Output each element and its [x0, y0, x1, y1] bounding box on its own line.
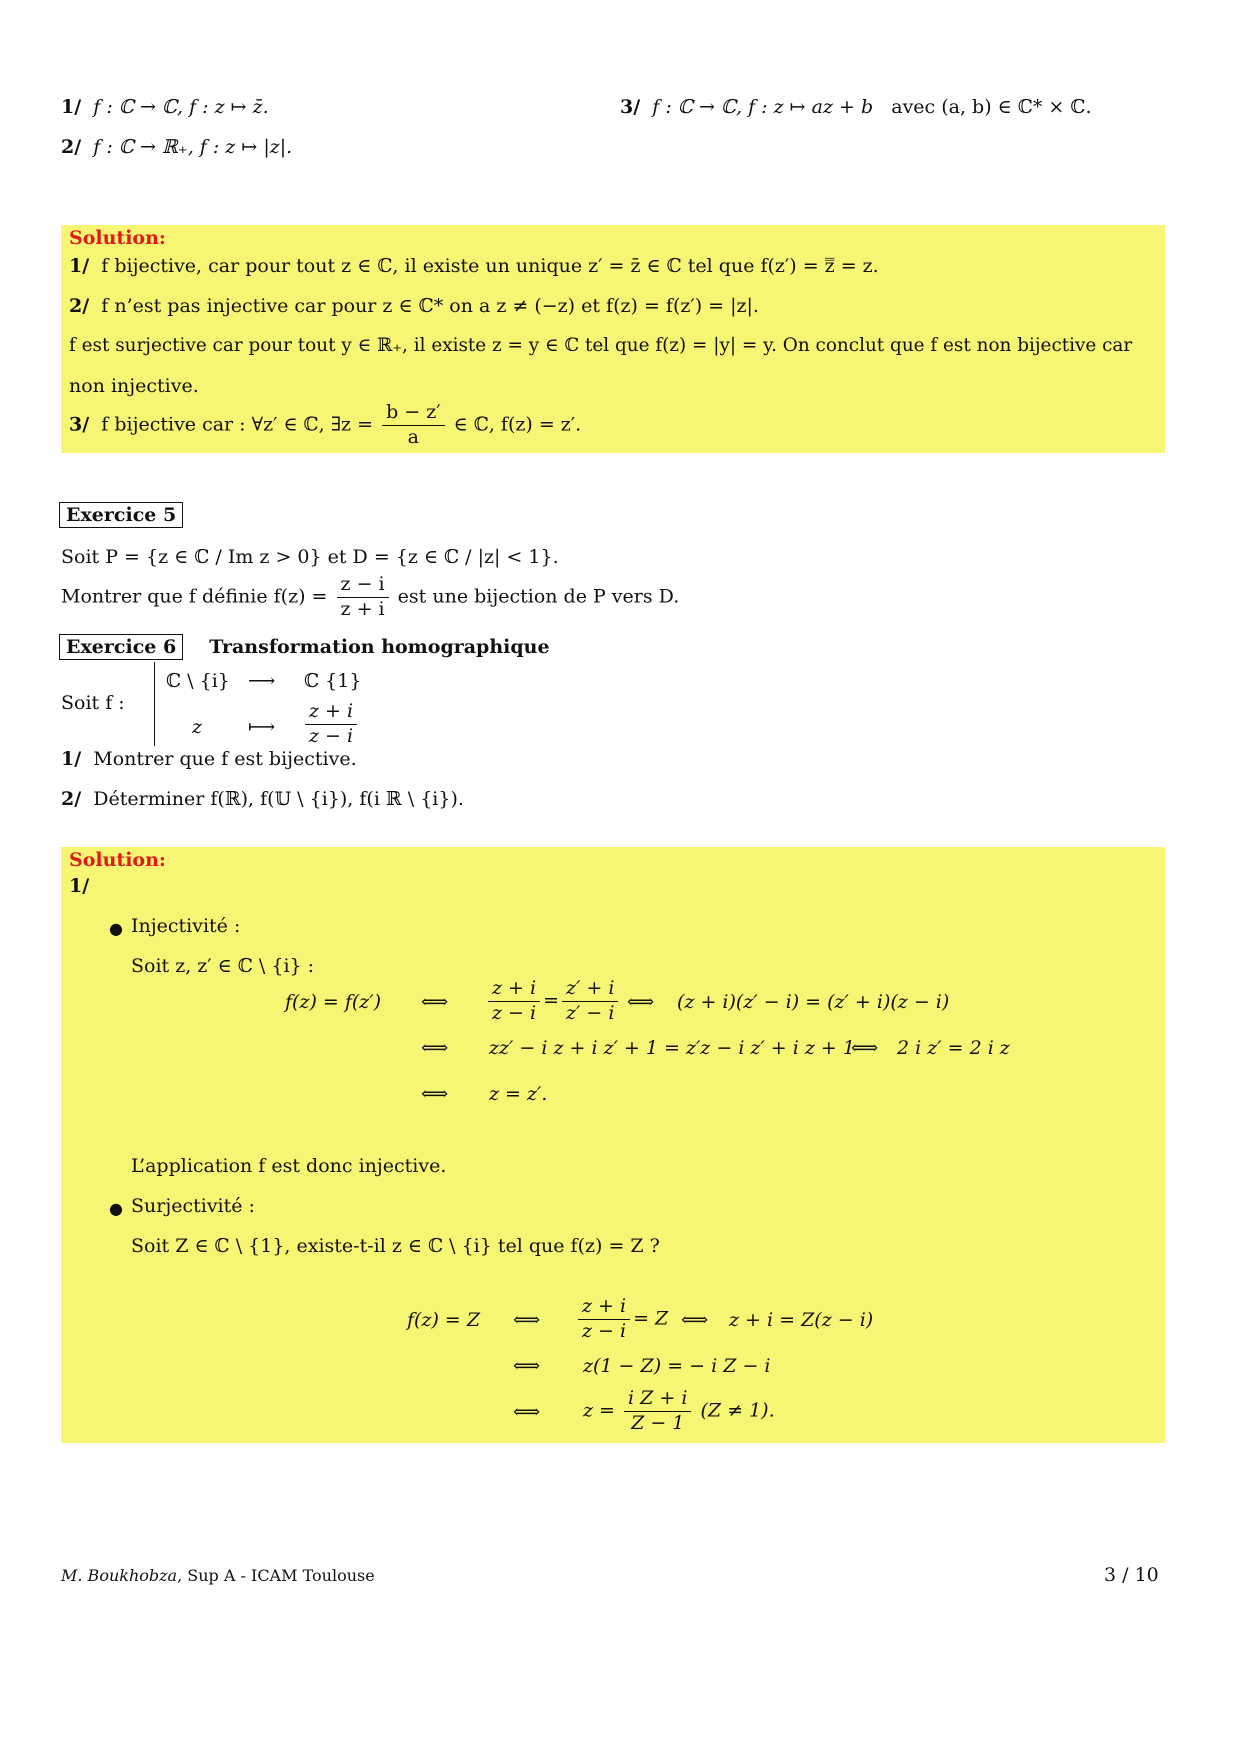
s-eq1-rhs: z + i = Z(z − i) [729, 1309, 874, 1331]
solution-box-2 [61, 847, 1165, 1443]
surjectivity-label: Surjectivité : [131, 1195, 255, 1217]
map-to-arrow: ⟼ [248, 716, 276, 738]
solution1-line-1: 1/ f bijective, car pour tout z ∈ ℂ, il existe un unique z′ = z̄ ∈ ℂ tel que f(z′) = z̿ = z. [69, 255, 879, 277]
eq1-rhs: (z + i)(z′ − i) = (z′ + i)(z − i) [677, 991, 950, 1013]
exercise-6-header [59, 634, 550, 660]
iff-symbol: ⟺ [513, 1355, 541, 1377]
iff-symbol: ⟺ [421, 1083, 449, 1105]
iff-symbol: ⟺ [627, 991, 655, 1013]
injectivity-soit: Soit z, z′ ∈ ℂ \ {i} : [131, 955, 315, 977]
solution1-line-2: 2/ f n’est pas injective car pour z ∈ ℂ* on a z ≠ (−z) et f(z) = f(z′) = |z|. [69, 295, 759, 317]
item-3: 3/ f : ℂ → ℂ, f : z ↦ az + b avec (a, b) ∈ ℂ* × ℂ. [620, 96, 1092, 118]
exercise-6-label: Exercice 6 [59, 634, 183, 660]
iff-symbol: ⟺ [681, 1309, 709, 1331]
exercise-5-line-2: Montrer que f définie f(z) = $\frac{z - i}{z + i}$ est une bijection de P vers D. [61, 573, 680, 620]
solution2-part: 1/ [69, 875, 90, 897]
map-codomain: ℂ {1} [304, 670, 362, 692]
fraction: $\frac{\text{i Z + i}}{Z - 1}$ [624, 1387, 691, 1436]
solution-title: Solution: [69, 227, 166, 249]
footer-page-number: 3 / 10 [1104, 1564, 1159, 1586]
fraction: $\frac{z' + i}{z' - i}$ [562, 977, 618, 1026]
iff-symbol: ⟺ [851, 1037, 879, 1059]
s-eq2: z(1 − Z) = − i Z − i [583, 1355, 771, 1377]
solution1-line-3: f est surjective car pour tout y ∈ ℝ₊, il existe z = y ∈ ℂ tel que f(z) = |y| = y. On conclut que f est non bijective car [69, 335, 1133, 356]
map-domain: ℂ \ {i} [166, 670, 230, 692]
eq1-fractions: $\frac{z + i}{z - i}$ = $\frac{z' + i}{z' - i}$ [485, 977, 621, 1026]
item-2: 2/ f : ℂ → ℝ₊, f : z ↦ |z|. [61, 136, 293, 158]
fraction: $\frac{z + i}{z - i}$ [488, 977, 540, 1026]
iff-symbol: ⟺ [421, 1037, 449, 1059]
iff-symbol: ⟺ [513, 1401, 541, 1423]
footer-author: M. Boukhobza, Sup A - ICAM Toulouse [61, 1566, 375, 1585]
bullet-icon: ● [109, 1199, 123, 1218]
solution-box-1 [61, 225, 1165, 453]
eq2-rhs: 2 i z′ = 2 i z [897, 1037, 1010, 1059]
exercise-6-q2: 2/ Déterminer f(ℝ), f(𝕌 \ {i}), f(i ℝ \ {i}). [61, 788, 464, 810]
item-1: 1/ f : ℂ → ℂ, f : z ↦ z̄. [61, 96, 269, 118]
injectivity-conclusion: L’application f est donc injective. [131, 1155, 447, 1177]
map-image [302, 700, 360, 749]
map-arrow: ⟶ [248, 670, 276, 692]
s-eq3: z = $\frac{\text{i Z + i}}{Z - 1}$ (Z ≠ 1). [583, 1387, 775, 1434]
eq3: z = z′. [489, 1083, 548, 1105]
fraction: $\frac{z + i}{z - i}$ [578, 1295, 630, 1344]
bullet-icon: ● [109, 919, 123, 938]
exercise-5-label: Exercice 5 [59, 502, 183, 528]
exercise-5-header [59, 502, 183, 528]
solution-title: Solution: [69, 849, 166, 871]
exercise-6-q1: 1/ Montrer que f est bijective. [61, 748, 357, 770]
solution1-line-4: non injective. [69, 375, 199, 397]
solution1-line-5: 3/ f bijective car : ∀z′ ∈ ℂ, ∃z = $\frac{b - z'}{a}$ ∈ ℂ, f(z) = z′. [69, 401, 582, 448]
map-variable: z [192, 716, 203, 738]
exercise-6-subtitle: Transformation homographique [209, 636, 550, 658]
exercise-5-line-1: Soit P = {z ∈ ℂ / Im z > 0} et D = {z ∈ ℂ / |z| < 1}. [61, 546, 559, 568]
s-eq1-lhs: f(z) = Z [407, 1309, 481, 1331]
surjectivity-soit: Soit Z ∈ ℂ \ {1}, existe-t-il z ∈ ℂ \ {i} tel que f(z) = Z ? [131, 1235, 660, 1257]
map-soit: Soit f : [61, 692, 125, 714]
iff-symbol: ⟺ [421, 991, 449, 1013]
injectivity-label: Injectivité : [131, 915, 241, 937]
eq1-lhs: f(z) = f(z′) [285, 991, 382, 1013]
map-bar [154, 662, 155, 746]
iff-symbol: ⟺ [513, 1309, 541, 1331]
fraction: $\frac{b - z'}{a}$ [382, 401, 445, 450]
fraction: $\frac{z - i}{z + i}$ [337, 573, 389, 622]
fraction: $\frac{z + i}{z - i}$ [305, 700, 357, 749]
s-eq1-mid: $\frac{z + i}{z - i}$ = Z [575, 1295, 668, 1344]
eq2: zz′ − i z + i z′ + 1 = z′z − i z′ + i z + 1 [489, 1037, 855, 1059]
